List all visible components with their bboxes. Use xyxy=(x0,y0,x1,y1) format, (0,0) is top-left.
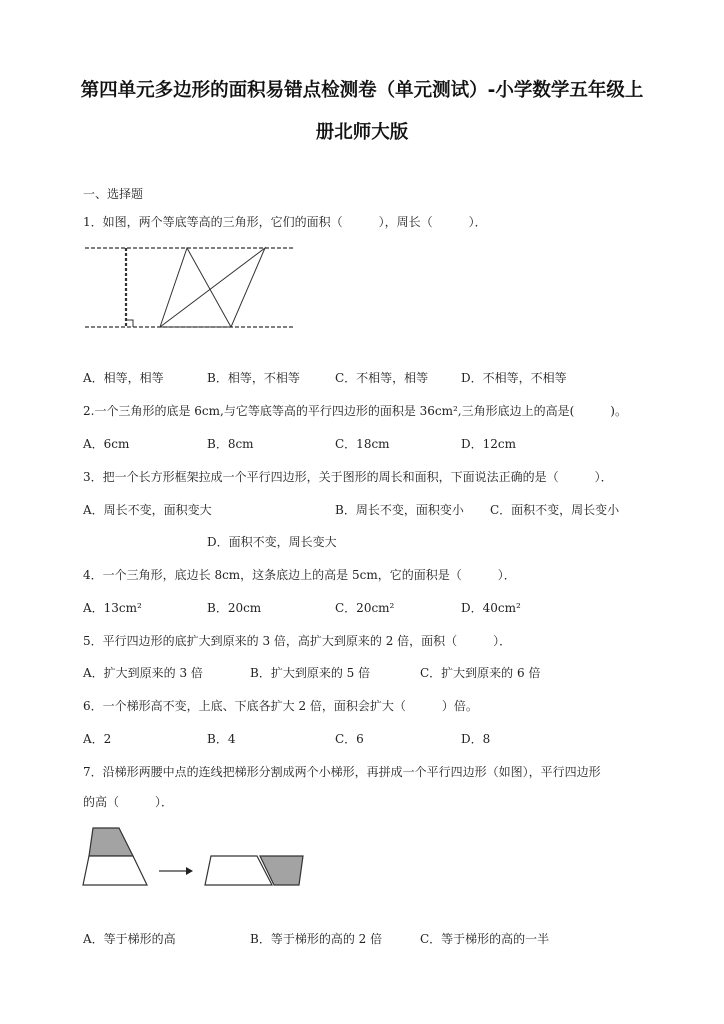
q5-option-a[interactable]: A．扩大到原来的 3 倍 xyxy=(83,666,203,680)
section-heading: 一、选择题 xyxy=(83,187,144,201)
q1-option-b[interactable]: B．相等，不相等 xyxy=(207,371,300,385)
question-3-stem: 3．把一个长方形框架拉成一个平行四边形，关于图形的周长和面积，下面说法正确的是（ ）． xyxy=(83,470,613,484)
question-4-stem: 4．一个三角形，底边长 8cm，这条底边上的高是 5cm，它的面积是（ ）． xyxy=(83,568,516,582)
q2-option-b[interactable]: B．8cm xyxy=(207,437,254,451)
q2-option-a[interactable]: A．6cm xyxy=(83,437,130,451)
q7-option-c[interactable]: C．等于梯形的高的一半 xyxy=(420,932,550,946)
q1-option-d[interactable]: D．不相等，不相等 xyxy=(461,371,567,385)
q3-option-c[interactable]: C．面积不变，周长变小 xyxy=(490,503,620,517)
q7-option-a[interactable]: A．等于梯形的高 xyxy=(83,932,176,946)
q6-option-d[interactable]: D．8 xyxy=(461,732,491,746)
q4-option-d[interactable]: D．40cm² xyxy=(461,601,521,615)
question-1-stem: 1．如图，两个等底等高的三角形，它们的面积（ ），周长（ ）． xyxy=(83,215,487,229)
q2-option-c[interactable]: C．18cm xyxy=(335,437,390,451)
q3-option-d[interactable]: D．面积不变，周长变大 xyxy=(207,535,337,549)
q6-option-c[interactable]: C．6 xyxy=(335,732,364,746)
q7-option-b[interactable]: B．等于梯形的高的 2 倍 xyxy=(250,932,383,946)
q6-option-b[interactable]: B．4 xyxy=(207,732,236,746)
question-2-stem: 2.一个三角形的底是 6cm,与它等底等高的平行四边形的面积是 36cm²,三角形底边上的高是( )。 xyxy=(83,404,627,418)
q2-option-d[interactable]: D．12cm xyxy=(461,437,516,451)
q6-option-a[interactable]: A．2 xyxy=(83,732,112,746)
q5-option-c[interactable]: C．扩大到原来的 6 倍 xyxy=(420,666,541,680)
q3-option-b[interactable]: B．周长不变，面积变小 xyxy=(335,503,464,517)
q1-option-a[interactable]: A．相等，相等 xyxy=(83,371,164,385)
q3-option-a[interactable]: A．周长不变，面积变大 xyxy=(83,503,212,517)
q4-option-c[interactable]: C．20cm² xyxy=(335,601,395,615)
q1-option-c[interactable]: C．不相等，相等 xyxy=(335,371,429,385)
document-title-line1: 第四单元多边形的面积易错点检测卷（单元测试）-小学数学五年级上 xyxy=(80,80,644,101)
document-title-line2: 册北师大版 xyxy=(315,122,409,143)
question-5-stem: 5．平行四边形的底扩大到原来的 3 倍，高扩大到原来的 2 倍，面积（ ）． xyxy=(83,634,512,648)
question-7-stem-continued: 的高（ ）． xyxy=(83,795,174,809)
q4-option-a[interactable]: A．13cm² xyxy=(83,601,142,615)
q5-option-b[interactable]: B．扩大到原来的 5 倍 xyxy=(250,666,371,680)
q4-option-b[interactable]: B．20cm xyxy=(207,601,262,615)
question-6-stem: 6．一个梯形高不变，上底、下底各扩大 2 倍，面积会扩大（ ）倍。 xyxy=(83,699,478,713)
question-7-stem: 7．沿梯形两腰中点的连线把梯形分割成两个小梯形，再拼成一个平行四边形（如图），平行四边形 xyxy=(83,765,601,779)
